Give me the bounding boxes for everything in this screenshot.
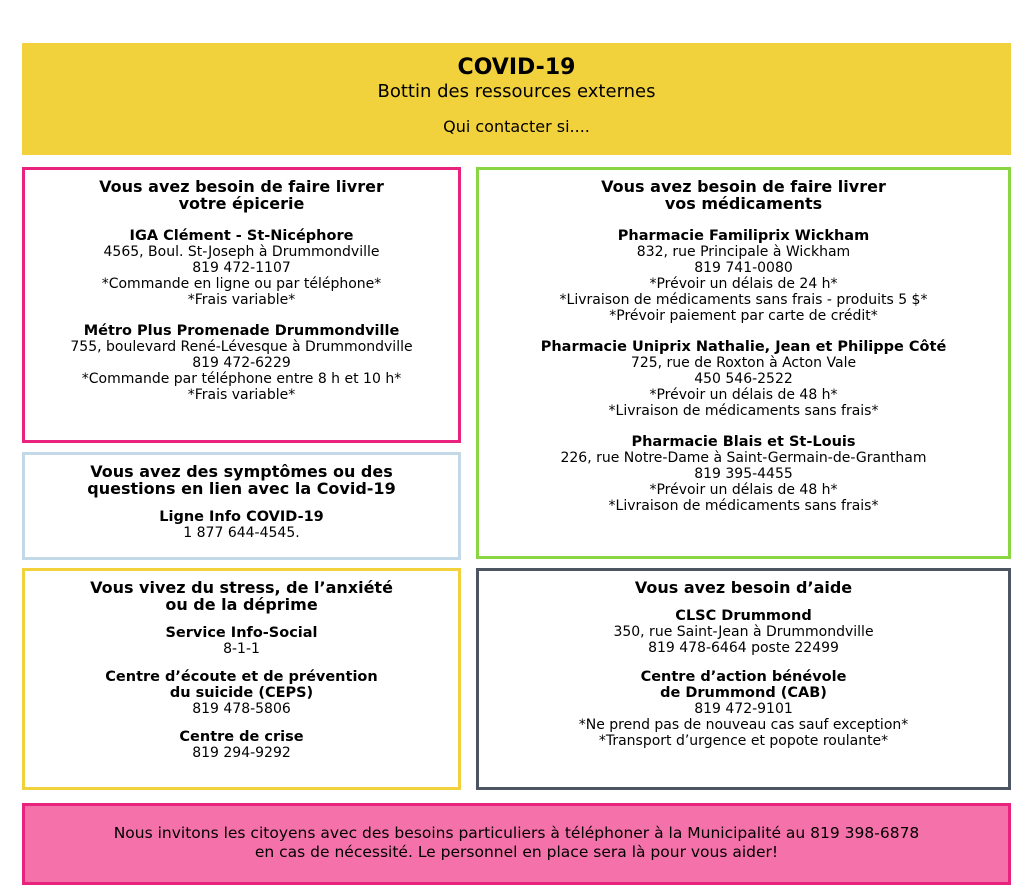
resource-name: Ligne Info COVID-19 [159, 509, 324, 525]
resource-entry [479, 339, 1008, 419]
resource-entry [479, 434, 1008, 514]
medication-panel [476, 167, 1011, 559]
footer-line: en cas de nécessité. Le personnel en place sera là pour vous aider! [254, 843, 779, 861]
resource-detail: 819 478-5806 [192, 701, 291, 717]
resource-name: Centre d’action bénévole [640, 669, 847, 685]
resource-entry [479, 608, 1008, 656]
resource-detail: *Commande par téléphone entre 8 h et 10 h* [81, 371, 402, 387]
heading-line: Vous avez besoin de faire livrer [601, 177, 886, 196]
resource-entry [25, 509, 458, 541]
resource-detail: *Prévoir un délais de 48 h* [649, 387, 838, 403]
heading-line: questions en lien avec la Covid-19 [87, 479, 396, 498]
resource-name: Service Info-Social [165, 625, 318, 641]
resource-detail: *Frais variable* [187, 387, 296, 403]
resource-detail: *Ne prend pas de nouveau cas sauf exception* [578, 717, 909, 733]
panel-heading [31, 579, 452, 613]
resource-detail: 1 877 644-4545. [183, 525, 300, 541]
resource-entry [25, 228, 458, 308]
grocery-panel [22, 167, 461, 443]
heading-line: ou de la déprime [165, 595, 318, 614]
heading-line: Vous vivez du stress, de l’anxiété [90, 578, 393, 597]
resource-detail: *Livraison de médicaments sans frais* [608, 498, 879, 514]
resource-detail: 8-1-1 [223, 641, 260, 657]
panel-heading [31, 178, 452, 212]
help-panel [476, 568, 1011, 790]
heading-line: Vous avez besoin de faire livrer [99, 177, 384, 196]
resource-detail: *Transport d’urgence et popote roulante* [598, 733, 889, 749]
resource-detail: *Prévoir un délais de 24 h* [649, 276, 838, 292]
resource-entry [479, 228, 1008, 324]
resource-detail: 350, rue Saint-Jean à Drummondville [613, 624, 874, 640]
resource-name: Pharmacie Blais et St-Louis [631, 434, 856, 450]
resource-detail: *Commande en ligne ou par téléphone* [101, 276, 382, 292]
stress-panel [22, 568, 461, 790]
resource-detail: 819 478-6464 poste 22499 [648, 640, 839, 656]
resource-detail: 4565, Boul. St-Joseph à Drummondville [103, 244, 380, 260]
heading-line: Vous avez besoin d’aide [634, 578, 853, 597]
resource-detail: 819 472-6229 [192, 355, 291, 371]
resource-name: Métro Plus Promenade Drummondville [83, 323, 400, 339]
resource-detail: *Livraison de médicaments sans frais* [608, 403, 879, 419]
resource-detail: *Prévoir paiement par carte de crédit* [609, 308, 878, 324]
resource-entry [479, 669, 1008, 749]
resource-name: IGA Clément - St-Nicéphore [129, 228, 354, 244]
resource-detail: 819 741-0080 [694, 260, 793, 276]
header-banner [22, 43, 1011, 155]
panel-heading [485, 579, 1002, 596]
resource-detail: 832, rue Principale à Wickham [636, 244, 851, 260]
page-subtitle: Bottin des ressources externes [377, 81, 656, 102]
resource-name: Centre d’écoute et de prévention [105, 669, 378, 685]
resource-name: Pharmacie Familiprix Wickham [617, 228, 870, 244]
resource-entry [25, 323, 458, 403]
resource-detail: 819 395-4455 [694, 466, 793, 482]
footer-line: Nous invitons les citoyens avec des besoins particuliers à téléphoner à la Municipalité au 819 398-6878 [113, 824, 920, 842]
resource-name: Centre de crise [179, 729, 304, 745]
page-tagline: Qui contacter si.... [443, 117, 590, 136]
heading-line: vos médicaments [664, 194, 823, 213]
resource-entry [25, 625, 458, 657]
page-title: COVID-19 [457, 55, 576, 80]
resource-detail: 226, rue Notre-Dame à Saint-Germain-de-Grantham [560, 450, 927, 466]
resource-name: de Drummond (CAB) [660, 685, 827, 701]
resource-detail: 450 546-2522 [694, 371, 793, 387]
resource-entry [25, 669, 458, 717]
resource-detail: *Prévoir un délais de 48 h* [649, 482, 838, 498]
footer-notice [22, 803, 1011, 885]
resource-name: du suicide (CEPS) [169, 685, 314, 701]
resource-name: CLSC Drummond [675, 608, 812, 624]
resource-entry [25, 729, 458, 761]
panel-heading [31, 463, 452, 497]
resource-detail: 819 294-9292 [192, 745, 291, 761]
resource-detail: 725, rue de Roxton à Acton Vale [630, 355, 857, 371]
heading-line: votre épicerie [178, 194, 305, 213]
resource-detail: *Livraison de médicaments sans frais - produits 5 $* [559, 292, 928, 308]
symptoms-panel [22, 452, 461, 560]
resource-detail: 819 472-1107 [192, 260, 291, 276]
resource-detail: 755, boulevard René-Lévesque à Drummondville [70, 339, 413, 355]
resource-detail: 819 472-9101 [694, 701, 793, 717]
panel-heading [485, 178, 1002, 212]
resource-name: Pharmacie Uniprix Nathalie, Jean et Philippe Côté [540, 339, 947, 355]
resource-detail: *Frais variable* [187, 292, 296, 308]
heading-line: Vous avez des symptômes ou des [90, 462, 393, 481]
